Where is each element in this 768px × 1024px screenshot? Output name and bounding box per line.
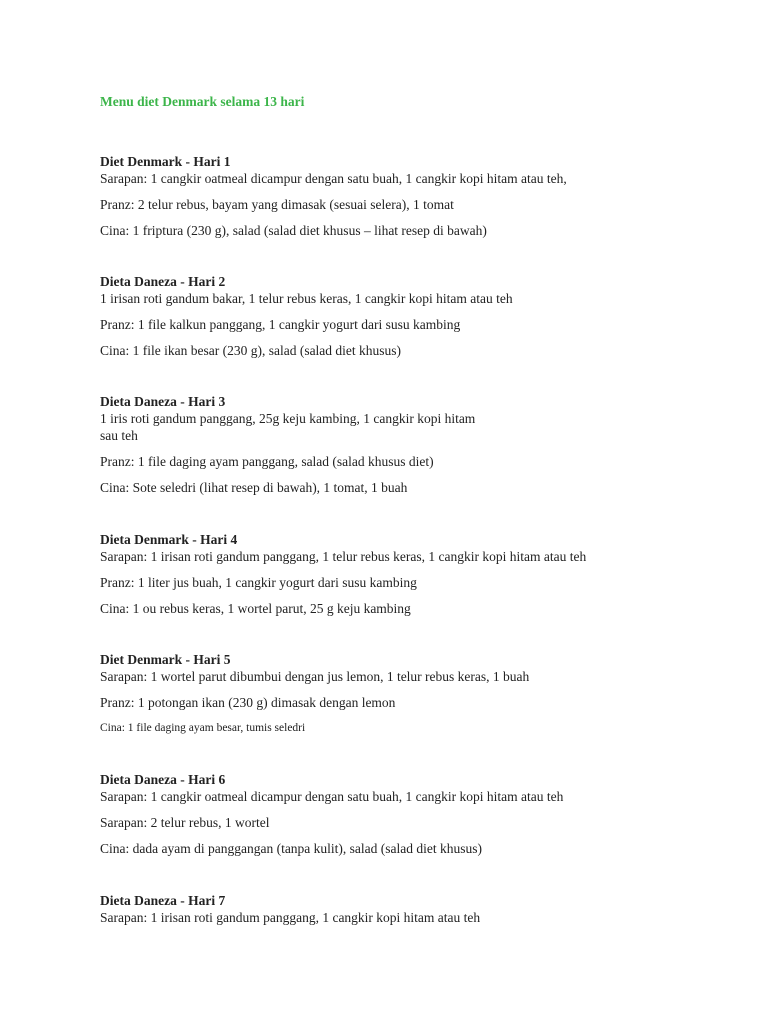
menu-line: Sarapan: 1 irisan roti gandum panggang, 1 telur rebus keras, 1 cangkir kopi hitam atau teh (100, 549, 587, 564)
menu-line: 1 iris roti gandum panggang, 25g keju kambing, 1 cangkir kopi hitam (100, 411, 476, 426)
day-section-4 (100, 531, 740, 617)
menu-line: Sarapan: 1 cangkir oatmeal dicampur dengan satu buah, 1 cangkir kopi hitam atau teh (100, 789, 564, 804)
day-heading: Diet Denmark - Hari 5 (100, 652, 231, 667)
menu-line: Sarapan: 1 cangkir oatmeal dicampur dengan satu buah, 1 cangkir kopi hitam atau teh, (100, 171, 567, 186)
day-section-5 (100, 651, 740, 737)
menu-line: Cina: dada ayam di panggangan (tanpa kulit), salad (salad diet khusus) (100, 841, 483, 856)
menu-line: Pranz: 1 liter jus buah, 1 cangkir yogurt dari susu kambing (100, 575, 417, 590)
menu-line: Sarapan: 1 irisan roti gandum panggang, 1 cangkir kopi hitam atau teh (100, 910, 481, 925)
menu-line: Pranz: 1 potongan ikan (230 g) dimasak dengan lemon (100, 695, 396, 710)
document-title: Menu diet Denmark selama 13 hari (100, 94, 305, 109)
menu-line: Cina: Sote seledri (lihat resep di bawah), 1 tomat, 1 buah (100, 480, 408, 495)
menu-line: Cina: 1 ou rebus keras, 1 wortel parut, 25 g keju kambing (100, 601, 411, 616)
menu-line: sau teh (100, 428, 138, 443)
day-heading: Dieta Denmark - Hari 4 (100, 532, 238, 547)
menu-line: Sarapan: 2 telur rebus, 1 wortel (100, 815, 270, 830)
day-section-7 (100, 892, 740, 926)
menu-line: Pranz: 1 file daging ayam panggang, salad (salad khusus diet) (100, 454, 434, 469)
day-heading: Dieta Daneza - Hari 7 (100, 893, 226, 908)
day-heading: Diet Denmark - Hari 1 (100, 154, 231, 169)
day-section-6 (100, 771, 740, 857)
menu-line: Pranz: 1 file kalkun panggang, 1 cangkir yogurt dari susu kambing (100, 317, 461, 332)
day-section-2 (100, 273, 740, 359)
day-section-1 (100, 153, 740, 239)
menu-line: 1 irisan roti gandum bakar, 1 telur rebus keras, 1 cangkir kopi hitam atau teh (100, 291, 513, 306)
menu-line: Cina: 1 friptura (230 g), salad (salad diet khusus – lihat resep di bawah) (100, 223, 487, 238)
menu-line: Sarapan: 1 wortel parut dibumbui dengan jus lemon, 1 telur rebus keras, 1 buah (100, 669, 530, 684)
menu-line: Pranz: 2 telur rebus, bayam yang dimasak (sesuai selera), 1 tomat (100, 197, 454, 212)
menu-line: Cina: 1 file daging ayam besar, tumis seledri (100, 722, 306, 734)
day-heading: Dieta Daneza - Hari 3 (100, 394, 226, 409)
day-heading: Dieta Daneza - Hari 6 (100, 772, 226, 787)
day-section-3 (100, 393, 740, 496)
menu-line: Cina: 1 file ikan besar (230 g), salad (salad diet khusus) (100, 343, 402, 358)
day-heading: Dieta Daneza - Hari 2 (100, 274, 226, 289)
